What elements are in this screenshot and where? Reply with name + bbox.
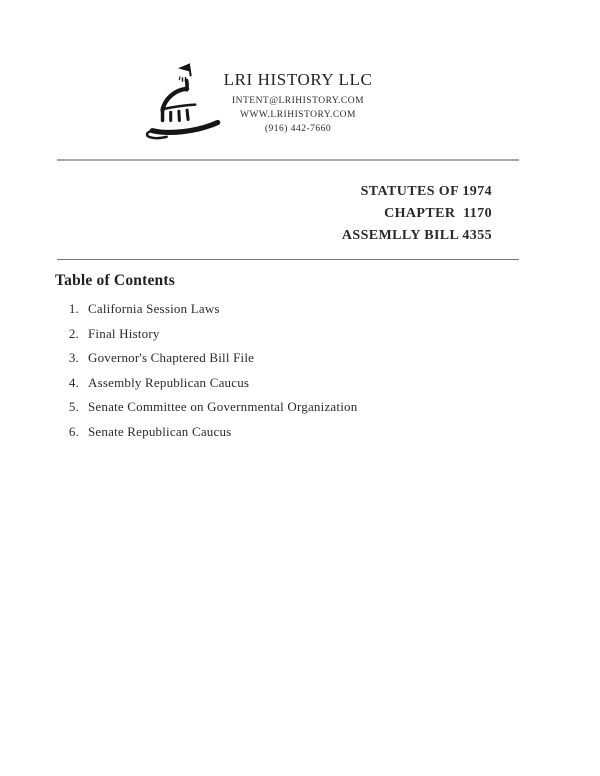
statute-title-block (192, 181, 492, 248)
toc-item (55, 350, 475, 366)
toc-item (55, 399, 475, 415)
assembly-bill-line: ASSEMLLY BILL 4355 (341, 228, 492, 244)
letterhead (148, 70, 448, 136)
company-email: INTENT@LRIHISTORY.COM (231, 96, 365, 106)
toc-item-number: 4. (68, 374, 79, 390)
company-website: WWW.LRIHISTORY.COM (240, 109, 356, 120)
title-divider (57, 259, 519, 260)
toc-item (55, 424, 475, 440)
header-divider (57, 159, 519, 161)
company-phone: (916) 442-7660 (264, 123, 332, 134)
toc-item (55, 301, 475, 317)
toc-item-label: Governor's Chaptered Bill File (88, 350, 255, 366)
toc-item-label: Final History (88, 325, 160, 341)
toc-item-label: Assembly Republican Caucus (88, 374, 250, 390)
toc-item-number: 2. (68, 325, 79, 341)
toc-item-number: 6. (68, 423, 79, 439)
company-name: LRI HISTORY LLC (223, 70, 373, 89)
toc-item-number: 3. (68, 350, 79, 366)
toc-heading: Table of Contents (55, 272, 175, 289)
toc-list (55, 301, 475, 449)
toc-item (55, 375, 475, 391)
toc-item-label: Senate Committee on Governmental Organization (88, 399, 358, 415)
toc-item-label: California Session Laws (88, 301, 220, 316)
toc-item-number: 5. (68, 399, 79, 415)
toc-item-number: 1. (68, 301, 79, 316)
toc-item-label: Senate Republican Caucus (88, 423, 232, 439)
chapter-line: CHAPTER 1170 (384, 206, 492, 222)
statutes-line: STATUTES OF 1974 (360, 184, 492, 199)
toc-item (55, 326, 475, 342)
